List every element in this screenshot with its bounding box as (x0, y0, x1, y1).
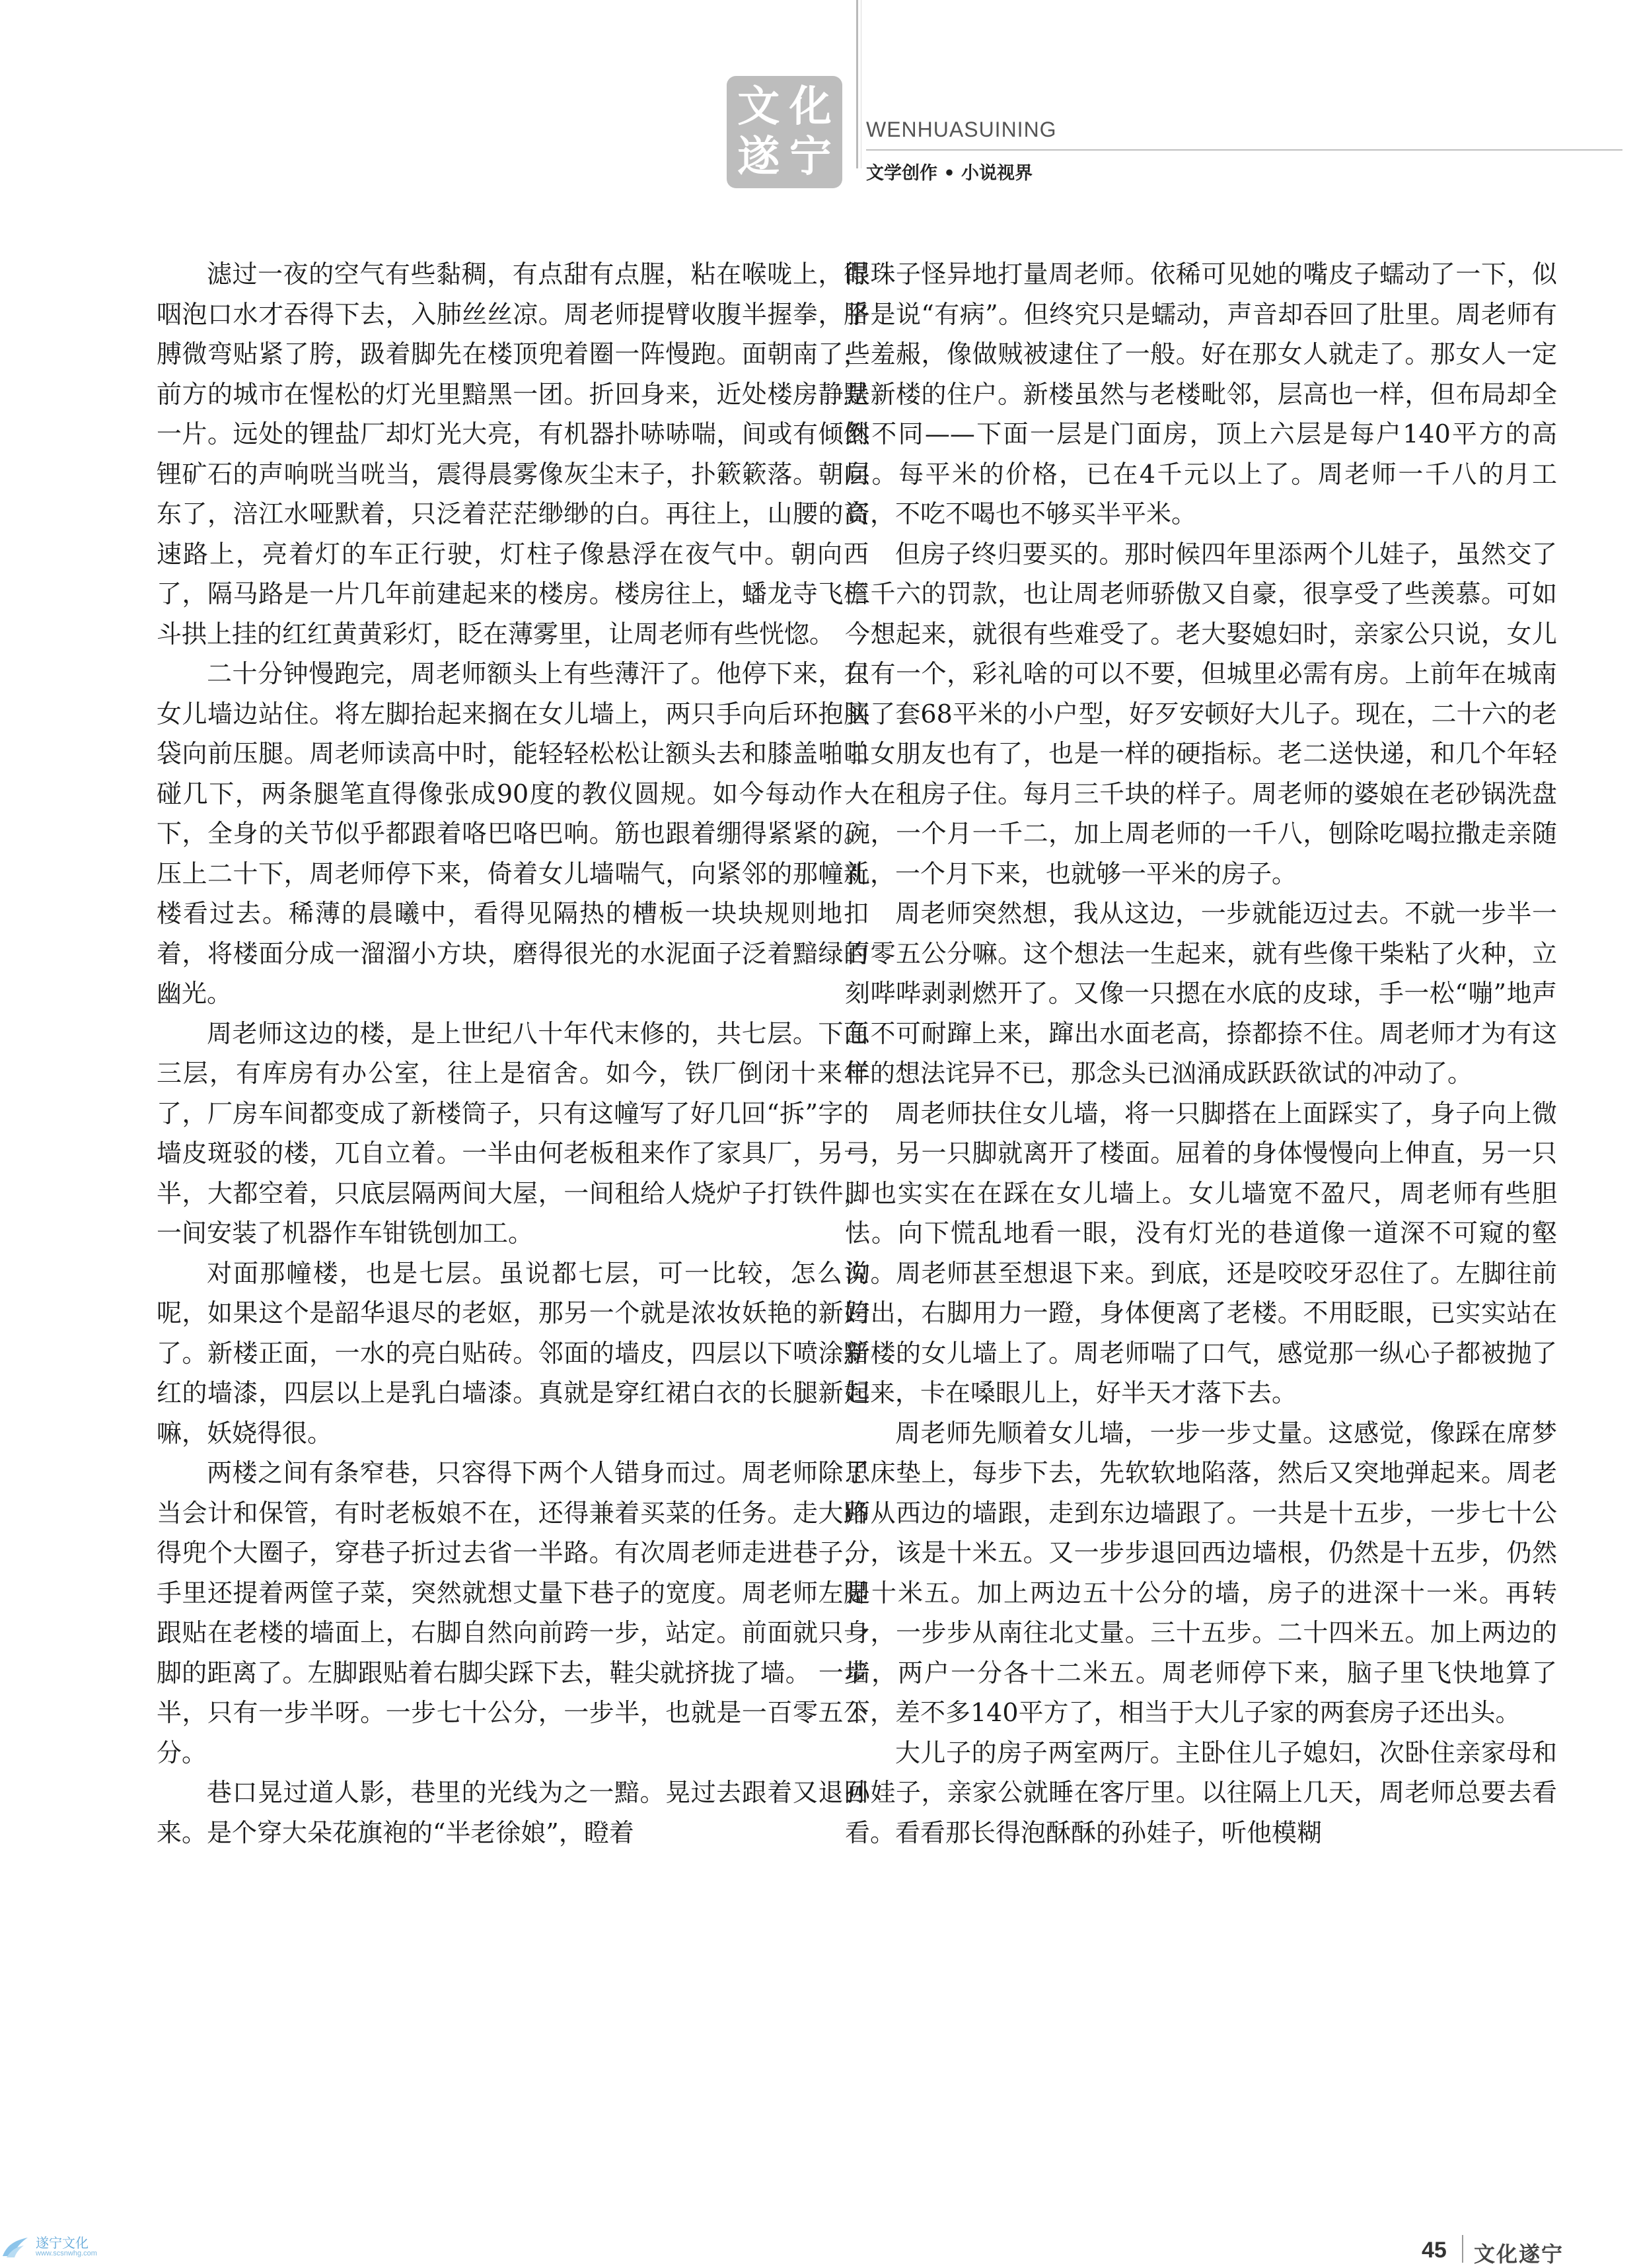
paragraph: 但房子终归要买的。那时候四年里添两个儿娃子，虽然交了三千六的罚款，也让周老师骄傲又自豪，很享受了些羡慕。可如今想起来，就很有些难受了。老大娶媳妇时，亲家公只说，女儿只有一个，彩礼啥的可以不要，但城里必需有房。上前年在城南买了套68平米的小户型，好歹安顿好大儿子。现在，二十六的老二女朋友也有了，也是一样的硬指标。老二送快递，和几个年轻人在租房子住。每月三千块的样子。周老师的婆娘在老砂锅洗盘碗，一个月一千二，加上周老师的一千八，刨除吃喝拉撒走亲随礼，一个月下来，也就够一平米的房子。 (845, 539, 1557, 888)
paragraph: 周老师突然想，我从这边，一步就能迈过去。不就一步半一百零五公分嘛。这个想法一生起来，就有些像干柴粘了火种，立刻哔哔剥剥燃开了。又像一只摁在水底的皮球，手一松“嘣”地声急不可耐蹿上来，蹿出水面老高，捺都捺不住。周老师才为有这样的想法诧异不已，那念头已汹涌成跃跃欲试的冲动了。 (845, 899, 1557, 1088)
paragraph-continuation: 眼珠子怪异地打量周老师。依稀可见她的嘴皮子蠕动了一下，似乎是说“有病”。但终究只是蠕动，声音却吞回了肚里。周老师有些羞赧，像做贼被逮住了一般。好在那女人就走了。那女人一定是新楼的住户。新楼虽然与老楼毗邻，层高也一样，但布局却全然不同——下面一层是门面房，顶上六层是每户140平方的高层。每平米的价格，已在4千元以上了。周老师一千八的月工资，不吃不喝也不够买半平米。 (845, 260, 1557, 528)
header-vertical-rule (856, 0, 858, 168)
paragraph: 周老师扶住女儿墙，将一只脚搭在上面踩实了，身子向上微弓，另一只脚就离开了楼面。屈着的身体慢慢向上伸直，另一只脚也实实在在踩在女儿墙上。女儿墙宽不盈尺，周老师有些胆怯。向下慌乱地看一眼，没有灯光的巷道像一道深不可窥的壑沟。周老师甚至想退下来。到底，还是咬咬牙忍住了。左脚往前跨出，右脚用力一蹬，身体便离了老楼。不用眨眼，已实实站在新楼的女儿墙上了。周老师喘了口气，感觉那一纵心子都被抛了起来，卡在嗓眼儿上，好半天才落下去。 (845, 1098, 1557, 1407)
footer-separator (1462, 2235, 1463, 2263)
brand-name: WENHUASUINING (866, 118, 1057, 141)
magazine-logo (727, 76, 842, 188)
footer-magazine-name: 文化遂宁 (1474, 2242, 1564, 2267)
paragraph: 两楼之间有条窄巷，只容得下两个人错身而过。周老师除了当会计和保管，有时老板娘不在，还得兼着买菜的任务。走大路得兜个大圈子，穿巷子折过去省一半路。有次周老师走进巷子，手里还提着两筐子菜，突然就想丈量下巷子的宽度。周老师左脚跟贴在老楼的墙面上，右脚自然向前跨一步，站定。前面就只一脚的距离了。左脚跟贴着右脚尖踩下去，鞋尖就挤拢了墙。 一步半，只有一步半呀。一步七十公分，一步半，也就是一百零五公分。 (157, 1458, 869, 1767)
logo-char: 遂 (737, 132, 780, 182)
paragraph: 二十分钟慢跑完，周老师额头上有些薄汗了。他停下来，在女儿墙边站住。将左脚抬起来搁在女儿墙上，两只手向后环抱脑袋向前压腿。周老师读高中时，能轻轻松松让额头去和膝盖啪啪碰几下，两条腿笔直得像张成90度的教仪圆规。如今每动作一下，全身的关节似乎都跟着咯巴咯巴响。筋也跟着绷得紧紧的。压上二十下，周老师停下来，倚着女儿墙喘气，向紧邻的那幢新楼看过去。稀薄的晨曦中，看得见隔热的槽板一块块规则地扣着，将楼面分成一溜溜小方块，磨得很光的水泥面子泛着黯绿的幽光。 (157, 659, 869, 1008)
section-label: 文学创作 • 小说视界 (866, 163, 1033, 184)
logo-char: 文 (737, 82, 780, 131)
watermark-text: 遂宁文化 (36, 2235, 89, 2251)
logo-char: 化 (789, 82, 832, 131)
wing-logo-icon (0, 2234, 30, 2260)
left-column (157, 254, 869, 1853)
header-horizontal-rule (866, 149, 1622, 151)
logo-char: 宁 (789, 132, 832, 182)
paragraph: 周老师先顺着女儿墙，一步一步丈量。这感觉，像踩在席梦思床垫上，每步下去，先软软地陷落，然后又突地弹起来。周老师从西边的墙跟，走到东边墙跟了。一共是十五步，一步七十公分，该是十米五。又一步步退回西边墙根，仍然是十五步，仍然是十米五。加上两边五十公分的墙，房子的进深十一米。再转身，一步步从南往北丈量。三十五步。二十四米五。加上两边的墙，两户一分各十二米五。周老师停下来，脑子里飞快地算了下，差不多140平方了，相当于大儿子家的两套房子还出头。 (845, 1418, 1557, 1727)
watermark-url: www.scsnwhg.com (36, 2250, 97, 2257)
paragraph: 滤过一夜的空气有些黏稠，有点甜有点腥，粘在喉咙上，得咽泡口水才吞得下去，入肺丝丝凉。周老师提臂收腹半握拳，胳膊微弯贴紧了胯，趿着脚先在楼顶兜着圈一阵慢跑。面朝南了，前方的城市在惺松的灯光里黯黑一团。折回身来，近处楼房静默一片。远处的锂盐厂却灯光大亮，有机器扑哧哧喘，间或有倾倒锂矿石的声响咣当咣当，震得晨雾像灰尘末子，扑簌簌落。朝向东了，涪江水哑默着，只泛着茫茫缈缈的白。再往上，山腰的高速路上，亮着灯的车正行驶，灯柱子像悬浮在夜气中。朝向西了，隔马路是一片几年前建起来的楼房。楼房往上，蟠龙寺飞檐斗拱上挂的红红黄黄彩灯，眨在薄雾里，让周老师有些恍惚。 (157, 260, 869, 649)
paragraph: 对面那幢楼，也是七层。虽说都七层，可一比较，怎么说呢，如果这个是韶华退尽的老妪，那另一个就是浓妆妖艳的新妇了。新楼正面，一水的亮白贴砖。邻面的墙皮，四层以下喷涂黯红的墙漆，四层以上是乳白墙漆。真就是穿红裙白衣的长腿新妇嘛，妖娆得很。 (157, 1258, 869, 1448)
paragraph: 大儿子的房子两室两厅。主卧住儿子媳妇，次卧住亲家母和孙娃子，亲家公就睡在客厅里。以往隔上几天，周老师总要去看看。看看那长得泡酥酥的孙娃子，听他模糊 (845, 1738, 1557, 1847)
paragraph: 巷口晃过道人影，巷里的光线为之一黯。晃过去跟着又退回来。是个穿大朵花旗袍的“半老徐娘”，瞪着 (157, 1778, 869, 1847)
page-number: 45 (1422, 2238, 1447, 2263)
right-column (845, 254, 1557, 1853)
watermark (0, 2231, 152, 2263)
paragraph: 周老师这边的楼，是上世纪八十年代末修的，共七层。下面三层，有库房有办公室，往上是宿舍。如今，铁厂倒闭十来年了，厂房车间都变成了新楼筒子，只有这幢写了好几回“拆”字的墙皮斑驳的楼，兀自立着。一半由何老板租来作了家具厂，另一半，大都空着，只底层隔两间大屋，一间租给人烧炉子打铁件，一间安装了机器作车钳铣刨加工。 (157, 1018, 869, 1248)
